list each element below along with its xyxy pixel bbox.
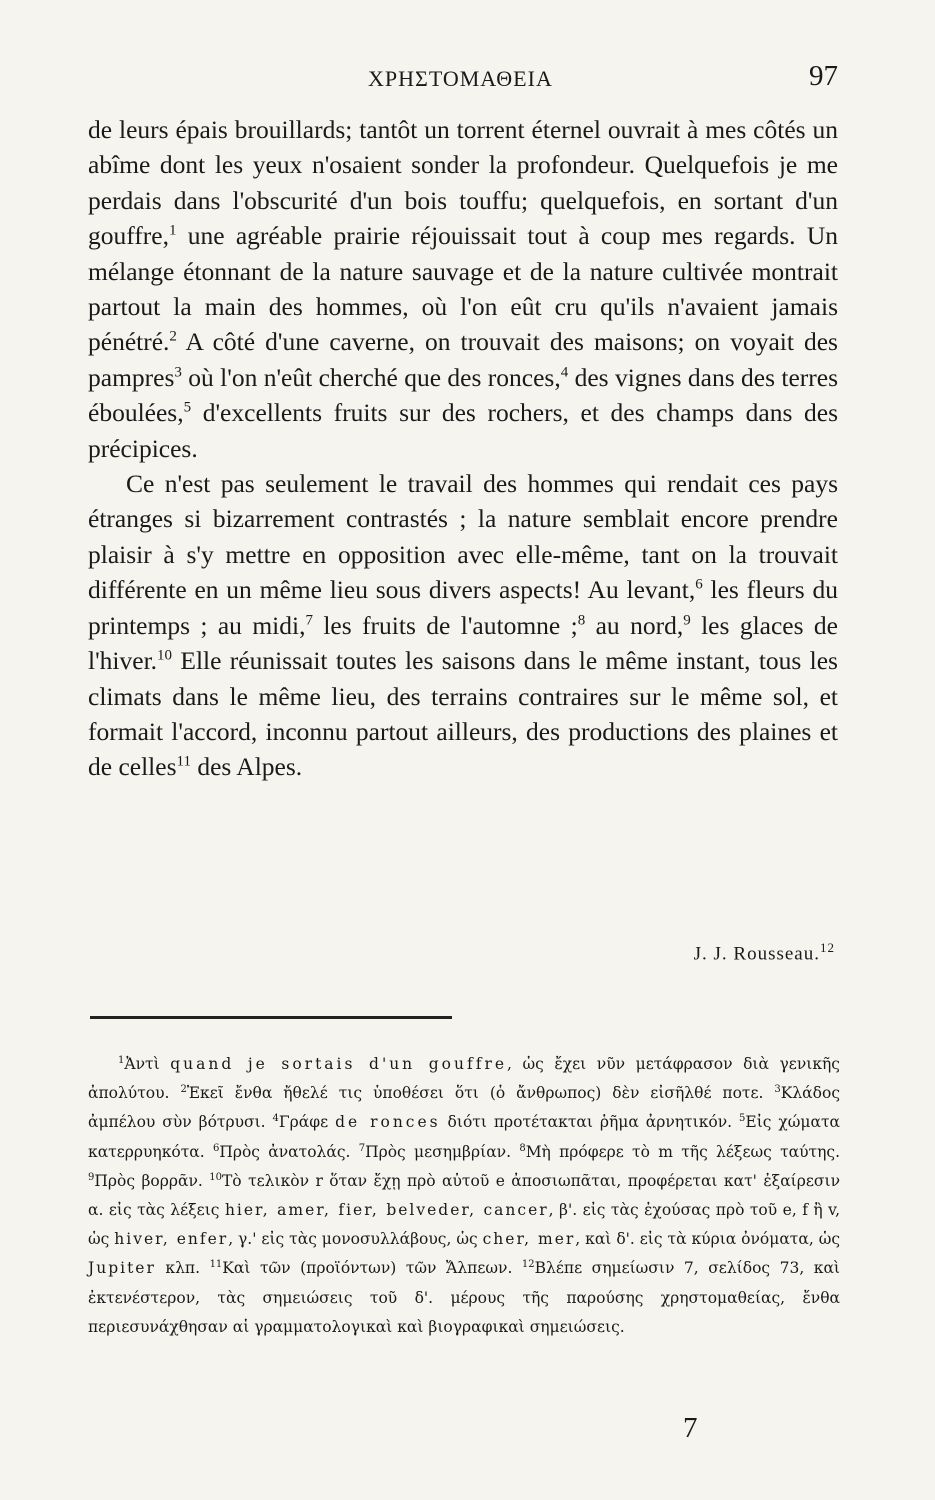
footnote-ref: 1	[168, 222, 177, 239]
footnote-divider	[90, 1016, 452, 1019]
footnote-ref: 5	[183, 399, 192, 416]
footnote-ref: 10	[157, 647, 173, 664]
footnote-ref: 11	[176, 753, 191, 770]
footnote-ref: 8	[577, 612, 586, 629]
attribution: J. J. Rousseau.$^{12}$	[693, 940, 835, 965]
paragraph-1: de leurs épais brouillards; tantôt un torrent éternel ouvrait à mes côtés un abîme dont les yeux n'osaient sonder la profondeur. Quelquefois je me perdais dans l'obscurité d'un bois touffu; quelquefois, en sortant d'un gouffre,$^1$ une agréable prairie réjouissait tout à coup mes regards. Un mélange étonnant de la nature sauvage et de la nature cultivée montrait partout la main des hommes, où l'on eût cru qu'ils n'avaient jamais pénétré.$^2$ A côté d'une caverne, on trouvait des maisons; on voyait des pampres$^3$ où l'on n'eût cherché que des ronces,$^4$ des vignes dans des terres éboulées,$^5$ d'excellents fruits sur des rochers, et des champs dans des précipices.	[88, 115, 839, 463]
footnote-ref: 7	[305, 612, 313, 629]
footnote-ref: 4	[560, 364, 569, 381]
page-number: 97	[809, 60, 838, 92]
footnotes	[88, 1050, 840, 1342]
paragraph-2: Ce n'est pas seulement le travail des hommes qui rendait ces pays étranges si bizarrement contrastés ; la nature semblait encore prendre plaisir à s'y mettre en opposition avec elle-même, tant on la trouvait différente en un même lieu sous divers aspects! Au levant,$^6$ les fleurs du printemps ; au midi,$^7$ les fruits de l'automne ;$^8$ au nord,$^9$ les glaces de l'hiver.$^{10}$ Elle réunissait toutes les saisons dans le même instant, tous les climats dans le même lieu, des terrains contraires sur le même sol, et formait l'accord, inconnu partout ailleurs, des productions des plaines et de celles$^{11}$ des Alpes.	[88, 469, 838, 782]
footnote-ref: 9	[683, 612, 691, 629]
running-title: ΧΡΗΣΤΟΜΑΘΕΙΑ	[368, 66, 553, 91]
footnote-ref: 2	[169, 328, 177, 345]
footnote-ref: 6	[695, 576, 703, 593]
signature-mark: 7	[683, 1412, 698, 1444]
footnote-block: $^1$Ἀντὶ quand je sortais d'un gouffre, ὡς ἔχει νῦν μετάφρασον διὰ γενικῆς ἀπολύτου. $^2$Ἐκεῖ ἔνθα ἤθελέ τις ὑποθέσει ὅτι (ὁ ἄνθρωπος) δὲν εἰσῆλθέ ποτε. $^3$Κλάδος ἀμπέλου σὺν βότρυσι. $^4$Γράφε de ronces διότι προτέτακται ῥῆμα ἀρνητικόν. $^5$Εἰς χώματα κατερρυηκότα. $^6$Πρὸς ἀνατολάς. $^7$Πρὸς μεσημβρίαν. $^8$Μὴ πρόφερε τὸ m τῆς λέξεως ταύτης. $^9$Πρὸς βορρᾶν. $^{10}$Τὸ τελικὸν r ὅταν ἔχῃ πρὸ αὐτοῦ e ἀποσιωπᾶται, προφέρεται κατ' ἐξαίρεσιν α. εἰς τὰς λέξεις hier, amer, fier, belveder, cancer, β'. εἰς τὰς ἐχούσας πρὸ τοῦ e, f ἢ v, ὡς hiver, enfer, γ.' εἰς τὰς μονοσυλλάβους, ὡς cher, mer, καὶ δ'. εἰς τὰ κύρια ὀνόματα, ὡς Jupiter κλπ. $^{11}$Καὶ τῶν (προϊόντων) τῶν Ἄλπεων. $^{12}$Βλέπε σημείωσιν 7, σελίδος 73, καὶ ἐκτενέστερον, τὰς σημειώσεις τοῦ δ'. μέρους τῆς παρούσης χρηστομαθείας, ἔνθα περιεσυνάχθησαν αἱ γραμματολογικαὶ καὶ βιογραφικαὶ σημειώσεις.	[88, 1054, 841, 1336]
footnote-ref: 3	[174, 364, 182, 381]
body-text	[88, 112, 838, 785]
running-head	[88, 60, 848, 94]
